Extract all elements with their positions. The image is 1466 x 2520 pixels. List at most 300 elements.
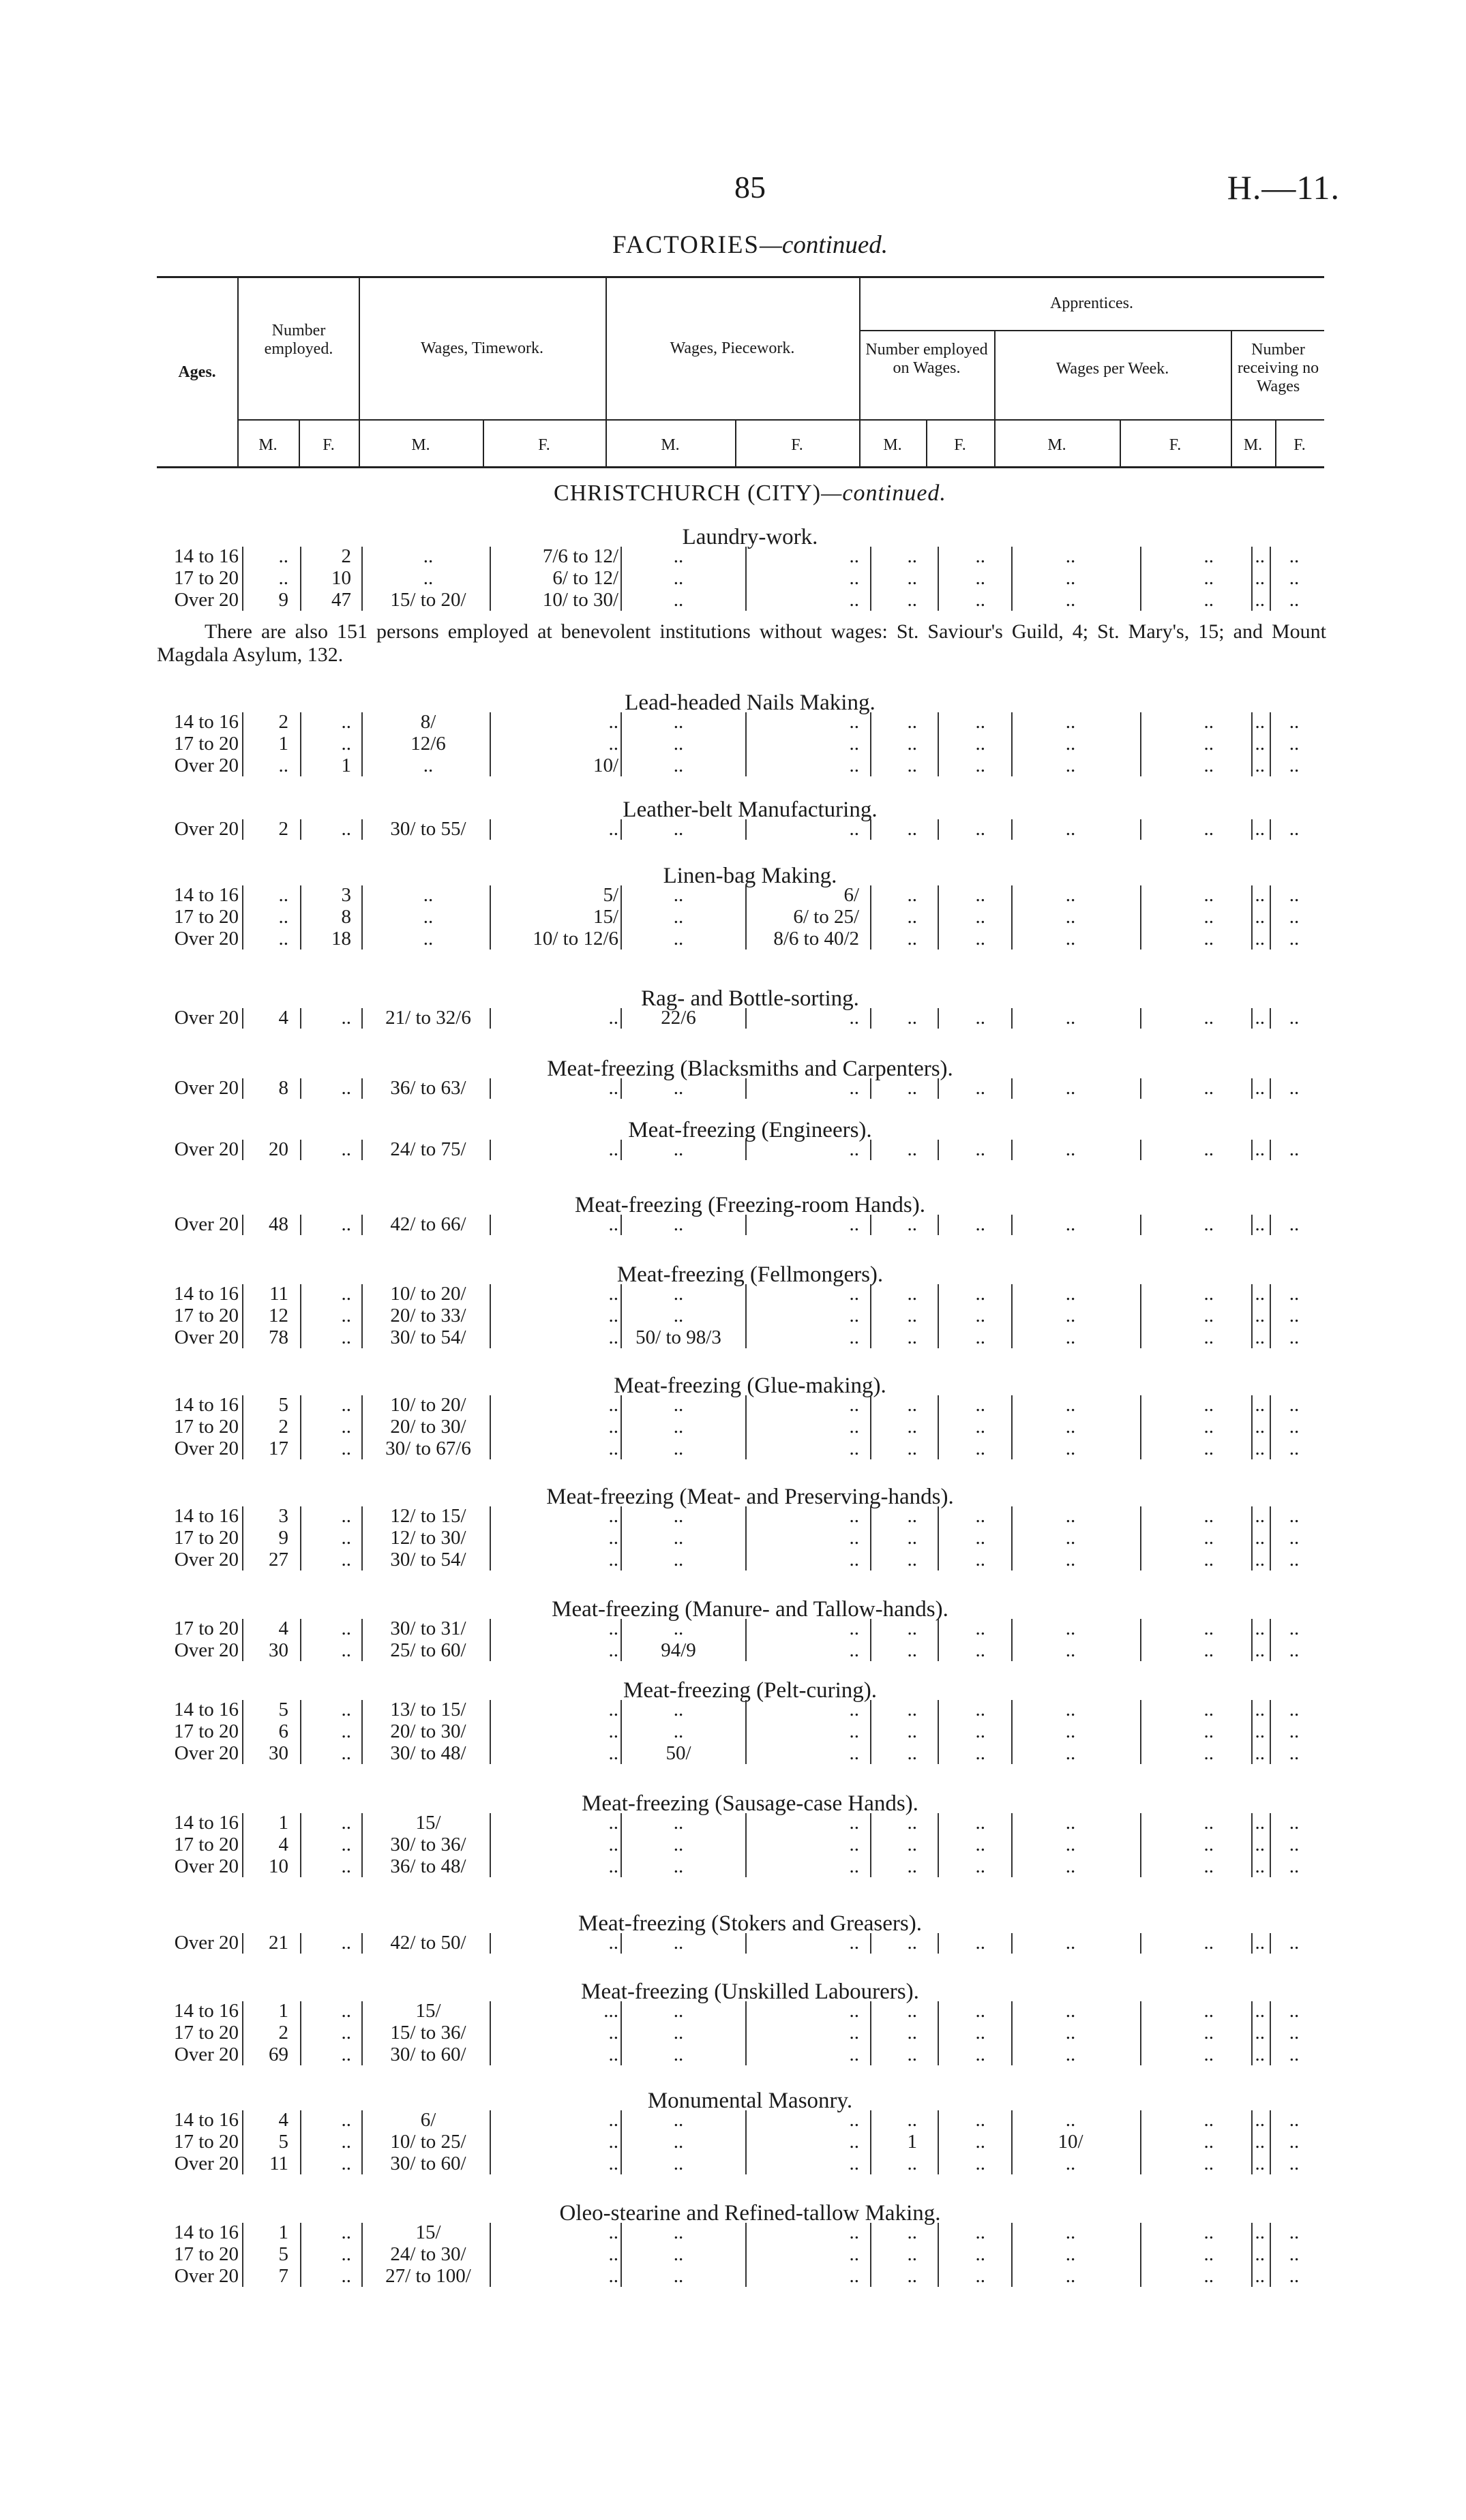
cell-time-m: 20/ to 30/ xyxy=(390,1720,466,1742)
cell-piece-m: .. xyxy=(673,1305,684,1326)
column-rule xyxy=(620,885,622,950)
cell-wpw-f: .. xyxy=(1203,2109,1214,2131)
cell-wpw-m: .. xyxy=(1065,928,1076,950)
cell-wpw-m: .. xyxy=(1065,2044,1076,2065)
cell-app-m: .. xyxy=(907,928,917,950)
cell-piece-m: .. xyxy=(673,1855,684,1877)
cell-app-f: .. xyxy=(975,1416,985,1438)
cell-time-f: .. xyxy=(608,1639,618,1661)
cell-piece-m: .. xyxy=(673,1549,684,1570)
document-reference: H.—11. xyxy=(1227,168,1340,207)
cell-age: 14 to 16 xyxy=(173,1812,239,1834)
cell-time-f: .. xyxy=(608,1812,618,1834)
column-rule xyxy=(620,712,622,776)
cell-piece-f: .. xyxy=(849,545,859,567)
cell-time-m: 30/ to 54/ xyxy=(390,1549,466,1570)
column-rule xyxy=(620,547,622,611)
cell-emp-f: .. xyxy=(341,1305,351,1326)
column-rule xyxy=(938,1284,939,1348)
table-row xyxy=(0,1007,1466,1029)
table-row xyxy=(0,545,1466,567)
cell-wpw-f: .. xyxy=(1203,755,1214,776)
cell-emp-m: 4 xyxy=(278,2109,288,2131)
column-rule xyxy=(242,2110,243,2174)
cell-app-f: .. xyxy=(975,1438,985,1459)
cell-wpw-m: .. xyxy=(1065,711,1076,733)
cell-emp-f: .. xyxy=(341,2153,351,2174)
cell-wpw-m: .. xyxy=(1065,884,1076,906)
column-rule xyxy=(745,1933,747,1954)
table-row xyxy=(0,1639,1466,1661)
cell-age: Over 20 xyxy=(174,589,239,611)
column-rule xyxy=(620,819,622,840)
cell-app-m: .. xyxy=(907,1505,917,1527)
column-rule xyxy=(745,712,747,776)
table-header xyxy=(157,276,1324,468)
column-rule xyxy=(361,547,363,611)
cell-app-m: .. xyxy=(907,1416,917,1438)
column-rule xyxy=(490,819,491,840)
section-title: Oleo-stearine and Refined-tallow Making. xyxy=(559,2201,941,2226)
cell-time-m: 24/ to 30/ xyxy=(390,2243,466,2265)
cell-wpw-f: .. xyxy=(1203,2265,1214,2287)
cell-now-f: .. xyxy=(1289,906,1300,928)
cell-app-f: .. xyxy=(975,711,985,733)
column-rule xyxy=(938,1933,939,1954)
column-rule xyxy=(870,1619,871,1661)
cell-age: Over 20 xyxy=(174,1077,239,1099)
cell-emp-m: 2 xyxy=(278,711,288,733)
cell-time-m: 20/ to 33/ xyxy=(390,1305,466,1326)
cell-now-m: .. xyxy=(1255,2044,1265,2065)
cell-emp-m: 4 xyxy=(278,1834,288,1855)
cell-age: 14 to 16 xyxy=(173,2221,239,2243)
cell-emp-f: .. xyxy=(341,1213,351,1235)
table-row xyxy=(0,2022,1466,2044)
cell-emp-f: .. xyxy=(341,1394,351,1416)
cell-piece-f: .. xyxy=(849,1505,859,1527)
cell-emp-m: 1 xyxy=(278,1812,288,1834)
subheader-f: F. xyxy=(538,436,550,454)
cell-time-f: .. xyxy=(608,1283,618,1305)
column-rule xyxy=(870,2223,871,2287)
column-rule xyxy=(1251,1619,1253,1661)
cell-now-m: .. xyxy=(1255,1742,1265,1764)
column-rule xyxy=(361,885,363,950)
column-rule xyxy=(745,1078,747,1099)
cell-time-m: 30/ to 55/ xyxy=(390,818,466,840)
cell-app-f: .. xyxy=(975,1138,985,1160)
cell-app-f: .. xyxy=(975,1932,985,1954)
cell-emp-f: .. xyxy=(341,733,351,755)
cell-piece-f: .. xyxy=(849,1855,859,1877)
section-title: Laundry-work. xyxy=(682,525,818,549)
cell-now-m: .. xyxy=(1255,1505,1265,1527)
cell-emp-m: 17 xyxy=(269,1438,288,1459)
table-row xyxy=(0,1283,1466,1305)
cell-piece-m: .. xyxy=(673,1138,684,1160)
section-title: Meat-freezing (Fellmongers). xyxy=(616,1262,884,1287)
cell-now-f: .. xyxy=(1289,1283,1300,1305)
cell-app-m: .. xyxy=(907,884,917,906)
column-rule xyxy=(1011,1619,1013,1661)
cell-now-f: .. xyxy=(1289,2221,1300,2243)
column-rule xyxy=(1140,885,1141,950)
column-rule xyxy=(300,819,301,840)
section-title: Meat-freezing (Engineers). xyxy=(628,1118,872,1142)
cell-now-f: .. xyxy=(1289,2131,1300,2153)
column-rule xyxy=(1011,547,1013,611)
table-row xyxy=(0,884,1466,906)
table-row xyxy=(0,711,1466,733)
column-rule xyxy=(1140,819,1141,840)
column-rule xyxy=(745,1813,747,1877)
cell-piece-m: .. xyxy=(673,2000,684,2022)
column-rule xyxy=(242,1215,243,1235)
column-rule xyxy=(1140,1933,1141,1954)
column-rule xyxy=(361,1140,363,1160)
cell-app-m: .. xyxy=(907,1855,917,1877)
column-rule xyxy=(361,2110,363,2174)
table-row xyxy=(0,1932,1466,1954)
cell-time-f: .. xyxy=(608,2265,618,2287)
cell-wpw-f: .. xyxy=(1203,1505,1214,1527)
cell-wpw-f: .. xyxy=(1203,1720,1214,1742)
column-rule xyxy=(1011,1078,1013,1099)
cell-wpw-f: .. xyxy=(1203,1699,1214,1720)
cell-app-m: .. xyxy=(907,545,917,567)
cell-app-f: .. xyxy=(975,1283,985,1305)
cell-emp-f: .. xyxy=(341,2243,351,2265)
cell-time-m: 42/ to 50/ xyxy=(390,1932,466,1954)
cell-now-f: .. xyxy=(1289,1618,1300,1639)
column-header-number-employed: Number employed. xyxy=(264,322,333,358)
cell-age: 14 to 16 xyxy=(173,1699,239,1720)
city-heading xyxy=(409,481,1091,506)
column-rule xyxy=(361,1933,363,1954)
cell-wpw-m: .. xyxy=(1065,1213,1076,1235)
cell-now-m: .. xyxy=(1255,1618,1265,1639)
cell-app-m: .. xyxy=(907,1326,917,1348)
column-rule xyxy=(1251,1933,1253,1954)
table-row xyxy=(0,1505,1466,1527)
cell-piece-f: .. xyxy=(849,567,859,589)
cell-time-f: .. xyxy=(608,2243,618,2265)
cell-now-m: .. xyxy=(1255,733,1265,755)
cell-now-m: .. xyxy=(1255,1639,1265,1661)
cell-time-f: .. xyxy=(608,1505,618,1527)
cell-app-f: .. xyxy=(975,545,985,567)
column-header-wages-timework: Wages, Timework. xyxy=(420,339,544,357)
cell-time-m: 10/ to 20/ xyxy=(390,1283,466,1305)
cell-app-m: .. xyxy=(907,755,917,776)
column-rule xyxy=(1011,2110,1013,2174)
cell-time-m: 6/ xyxy=(420,2109,436,2131)
cell-age: Over 20 xyxy=(174,1932,239,1954)
page-number: 85 xyxy=(734,170,766,204)
cell-piece-f: .. xyxy=(849,2000,859,2022)
column-rule xyxy=(242,1813,243,1877)
cell-app-m: .. xyxy=(907,589,917,611)
cell-now-f: .. xyxy=(1289,2000,1300,2022)
cell-app-m: .. xyxy=(907,2221,917,2243)
cell-age: 14 to 16 xyxy=(173,884,239,906)
column-rule xyxy=(745,1619,747,1661)
cell-piece-m: .. xyxy=(673,884,684,906)
cell-emp-f: .. xyxy=(341,1720,351,1742)
cell-now-m: .. xyxy=(1255,1007,1265,1029)
column-rule xyxy=(1140,1284,1141,1348)
column-rule xyxy=(870,1933,871,1954)
cell-time-f: .. xyxy=(608,1834,618,1855)
column-rule xyxy=(490,1395,491,1459)
cell-now-m: .. xyxy=(1255,1326,1265,1348)
cell-piece-m: .. xyxy=(673,2109,684,2131)
cell-piece-f: .. xyxy=(849,589,859,611)
cell-age: 17 to 20 xyxy=(173,1834,239,1855)
cell-piece-f: .. xyxy=(849,2044,859,2065)
table-row xyxy=(0,818,1466,840)
cell-app-f: .. xyxy=(975,2243,985,2265)
cell-wpw-f: .. xyxy=(1203,1855,1214,1877)
column-rule xyxy=(938,819,939,840)
cell-now-f: .. xyxy=(1289,1138,1300,1160)
column-rule xyxy=(1270,1284,1271,1348)
column-rule xyxy=(938,1619,939,1661)
subheader-f: F. xyxy=(323,436,335,454)
cell-time-f: .. xyxy=(608,1394,618,1416)
column-rule xyxy=(1011,1506,1013,1570)
cell-now-f: .. xyxy=(1289,1527,1300,1549)
cell-app-m: .. xyxy=(907,2265,917,2287)
table-row xyxy=(0,1527,1466,1549)
cell-app-f: .. xyxy=(975,1855,985,1877)
cell-age: 17 to 20 xyxy=(173,2131,239,2153)
column-rule xyxy=(1251,2110,1253,2174)
column-rule xyxy=(1140,2110,1141,2174)
table-row xyxy=(0,1549,1466,1570)
cell-now-f: .. xyxy=(1289,1812,1300,1834)
column-rule xyxy=(745,1284,747,1348)
cell-age: 17 to 20 xyxy=(173,733,239,755)
cell-now-m: .. xyxy=(1255,2131,1265,2153)
cell-wpw-f: .. xyxy=(1203,1742,1214,1764)
cell-app-f: .. xyxy=(975,589,985,611)
column-rule xyxy=(1251,819,1253,840)
table-row xyxy=(0,1394,1466,1416)
column-rule xyxy=(745,2223,747,2287)
cell-time-f: .. xyxy=(608,1527,618,1549)
cell-time-f: .. xyxy=(608,733,618,755)
column-rule xyxy=(242,1506,243,1570)
cell-time-f: 5/ xyxy=(603,884,618,906)
column-rule xyxy=(1270,1933,1271,1954)
column-rule xyxy=(938,2110,939,2174)
cell-now-f: .. xyxy=(1289,1549,1300,1570)
table-row xyxy=(0,1416,1466,1438)
cell-emp-f: .. xyxy=(341,2022,351,2044)
cell-app-m: .. xyxy=(907,1549,917,1570)
cell-emp-m: 69 xyxy=(269,2044,288,2065)
cell-time-f: .. xyxy=(608,2022,618,2044)
column-rule xyxy=(620,1700,622,1764)
cell-time-f: .. xyxy=(608,1416,618,1438)
subheader-f: F. xyxy=(1169,436,1182,454)
cell-piece-f: .. xyxy=(849,1834,859,1855)
cell-piece-m: .. xyxy=(673,2243,684,2265)
column-rule xyxy=(242,1933,243,1954)
cell-app-f: .. xyxy=(975,2153,985,2174)
cell-piece-m: .. xyxy=(673,1077,684,1099)
cell-piece-m: .. xyxy=(673,1213,684,1235)
cell-now-f: .. xyxy=(1289,2243,1300,2265)
page-title-suffix: —continued. xyxy=(760,231,888,259)
column-rule xyxy=(745,819,747,840)
cell-now-f: .. xyxy=(1289,1394,1300,1416)
column-rule xyxy=(361,712,363,776)
column-rule xyxy=(242,2001,243,2065)
cell-age: 17 to 20 xyxy=(173,1305,239,1326)
cell-time-f: .. xyxy=(608,1699,618,1720)
cell-app-m: .. xyxy=(907,1639,917,1661)
column-rule xyxy=(870,2001,871,2065)
cell-piece-m: .. xyxy=(673,2153,684,2174)
cell-emp-m: .. xyxy=(278,884,288,906)
cell-time-f: .. xyxy=(608,2109,618,2131)
column-rule xyxy=(745,1008,747,1029)
benevolent-institutions-note: There are also 151 persons employed at benevolent institutions without wages: St. Saviour's Guild, 4; St. Mary's, 15; and Mount Magdala Asylum, 132. xyxy=(157,620,1326,666)
cell-now-f: .. xyxy=(1289,1007,1300,1029)
cell-wpw-f: .. xyxy=(1203,1213,1214,1235)
column-rule xyxy=(1270,712,1271,776)
cell-age: Over 20 xyxy=(174,1213,239,1235)
column-rule xyxy=(490,1700,491,1764)
table-row xyxy=(0,755,1466,776)
column-rule xyxy=(361,1008,363,1029)
cell-now-f: .. xyxy=(1289,1699,1300,1720)
cell-emp-f: .. xyxy=(341,1855,351,1877)
cell-wpw-m: .. xyxy=(1065,1932,1076,1954)
cell-now-f: .. xyxy=(1289,928,1300,950)
cell-emp-m: 1 xyxy=(278,2221,288,2243)
cell-emp-m: 48 xyxy=(269,1213,288,1235)
column-rule xyxy=(745,1395,747,1459)
column-rule xyxy=(1270,1506,1271,1570)
column-rule xyxy=(300,1008,301,1029)
cell-time-f: .. xyxy=(608,1138,618,1160)
cell-piece-f: .. xyxy=(849,2221,859,2243)
cell-now-m: .. xyxy=(1255,906,1265,928)
table-row xyxy=(0,1305,1466,1326)
table-row xyxy=(0,567,1466,589)
cell-time-m: .. xyxy=(423,755,434,776)
cell-piece-m: .. xyxy=(673,1812,684,1834)
column-rule xyxy=(870,2110,871,2174)
cell-piece-m: .. xyxy=(673,545,684,567)
column-rule xyxy=(745,1506,747,1570)
cell-wpw-f: .. xyxy=(1203,2153,1214,2174)
column-rule xyxy=(242,1395,243,1459)
cell-age: 14 to 16 xyxy=(173,1394,239,1416)
cell-now-m: .. xyxy=(1255,1549,1265,1570)
cell-piece-m: .. xyxy=(673,1618,684,1639)
column-rule xyxy=(1140,1619,1141,1661)
column-header-wages-piecework: Wages, Piecework. xyxy=(670,339,795,357)
cell-now-f: .. xyxy=(1289,1834,1300,1855)
cell-app-m: .. xyxy=(907,733,917,755)
cell-app-m: .. xyxy=(907,1812,917,1834)
column-rule xyxy=(1251,1140,1253,1160)
cell-wpw-f: .. xyxy=(1203,928,1214,950)
cell-emp-m: 5 xyxy=(278,2131,288,2153)
column-rule xyxy=(620,1813,622,1877)
cell-wpw-m: .. xyxy=(1065,2109,1076,2131)
cell-piece-m: .. xyxy=(673,1505,684,1527)
section-title: Meat-freezing (Blacksmiths and Carpenters). xyxy=(547,1057,953,1081)
cell-app-m: 1 xyxy=(907,2131,917,2153)
cell-time-f: .. xyxy=(608,1855,618,1877)
cell-piece-m: .. xyxy=(673,906,684,928)
column-rule xyxy=(1251,1284,1253,1348)
cell-time-m: 36/ to 63/ xyxy=(390,1077,466,1099)
cell-wpw-m: .. xyxy=(1065,818,1076,840)
cell-wpw-f: .. xyxy=(1203,1618,1214,1639)
cell-wpw-m: .. xyxy=(1065,2265,1076,2287)
cell-app-m: .. xyxy=(907,1394,917,1416)
cell-wpw-m: .. xyxy=(1065,2243,1076,2265)
table-row xyxy=(0,1720,1466,1742)
cell-app-m: .. xyxy=(907,2243,917,2265)
cell-time-m: 30/ to 67/6 xyxy=(385,1438,471,1459)
table-row xyxy=(0,1326,1466,1348)
cell-app-m: .. xyxy=(907,1618,917,1639)
cell-age: Over 20 xyxy=(174,2265,239,2287)
cell-piece-f: .. xyxy=(849,1699,859,1720)
cell-time-f: 7/6 to 12/ xyxy=(542,545,618,567)
cell-time-f: .. xyxy=(608,2131,618,2153)
column-rule xyxy=(300,1813,301,1877)
cell-time-m: .. xyxy=(423,567,434,589)
cell-now-f: .. xyxy=(1289,2044,1300,2065)
cell-wpw-m: .. xyxy=(1065,1283,1076,1305)
cell-wpw-f: .. xyxy=(1203,2044,1214,2065)
column-rule xyxy=(620,2001,622,2065)
column-rule xyxy=(1140,1008,1141,1029)
column-rule xyxy=(1270,1008,1271,1029)
cell-age: Over 20 xyxy=(174,2044,239,2065)
cell-time-m: 15/ xyxy=(415,1812,441,1834)
cell-wpw-m: .. xyxy=(1065,1305,1076,1326)
subheader-f: F. xyxy=(791,436,803,454)
column-rule xyxy=(870,1813,871,1877)
cell-wpw-f: .. xyxy=(1203,1812,1214,1834)
cell-piece-f: .. xyxy=(849,2109,859,2131)
page-title-text: FACTORIES xyxy=(612,231,760,259)
cell-emp-f: .. xyxy=(341,711,351,733)
cell-emp-m: 5 xyxy=(278,1394,288,1416)
column-rule xyxy=(1251,2223,1253,2287)
cell-wpw-m: .. xyxy=(1065,1505,1076,1527)
table-row xyxy=(0,2109,1466,2131)
cell-piece-f: .. xyxy=(849,1742,859,1764)
cell-now-m: .. xyxy=(1255,1720,1265,1742)
column-rule xyxy=(745,1215,747,1235)
cell-app-f: .. xyxy=(975,1505,985,1527)
cell-time-m: 12/ to 15/ xyxy=(390,1505,466,1527)
cell-time-f: .. xyxy=(608,2153,618,2174)
cell-age: Over 20 xyxy=(174,1639,239,1661)
column-rule xyxy=(490,1933,491,1954)
